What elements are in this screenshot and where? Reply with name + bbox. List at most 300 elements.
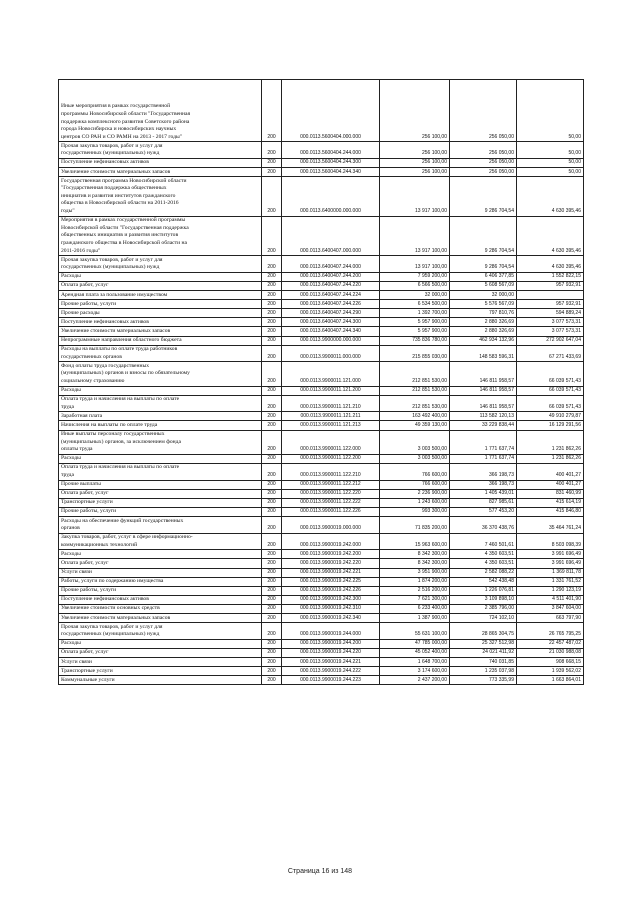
row-budget-code: 000.0113.9900011.122.220 [282,489,380,498]
row-remaining-amount: 4 630 395,46 [517,177,584,217]
row-remaining-amount: 50,00 [517,142,584,159]
row-name: Поступление нефинансовых активов [59,318,262,327]
row-executed-amount: 256 050,00 [450,168,517,177]
row-name: Услуги связи [59,568,262,577]
row-name: Начисления на выплаты по оплате труда [59,421,262,430]
table-row [59,586,584,595]
row-plan-amount: 993 300,00 [380,507,450,516]
row-executed-amount: 2 880 326,69 [450,318,517,327]
table-row [59,430,584,454]
row-executed-amount: 36 370 438,76 [450,517,517,534]
row-budget-code: 000.0113.9900011.122.000 [282,430,380,454]
row-remaining-amount: 1 939 562,02 [517,667,584,676]
row-admin-code: 200 [262,568,282,577]
row-admin-code: 200 [262,327,282,336]
row-plan-amount: 6 566 500,00 [380,281,450,290]
row-name: Государственная программа Новосибирской области "Государственная поддержка общественных инициатив и развития институтов гражданского общества в Новосибирской области на 2011-2016 годы" [59,177,262,217]
table-row [59,300,584,309]
row-plan-amount: 1 243 600,00 [380,498,450,507]
row-name: Арендная плата за пользование имуществом [59,291,262,300]
row-executed-amount: 113 582 120,13 [450,412,517,421]
row-executed-amount: 25 327 512,98 [450,639,517,648]
row-name: Увеличение стоимости материальных запасов [59,614,262,623]
row-remaining-amount: 3 991 696,49 [517,559,584,568]
row-budget-code: 000.0113.9900019.244.000 [282,623,380,640]
row-admin-code: 200 [262,177,282,217]
row-executed-amount: 9 286 704,54 [450,216,517,256]
row-executed-amount: 740 031,85 [450,658,517,667]
row-plan-amount: 13 917 100,00 [380,216,450,256]
row-name: Расходы на выплаты по оплате труда работников государственных органов [59,345,262,362]
row-remaining-amount: 663 797,90 [517,614,584,623]
table-row [59,309,584,318]
row-plan-amount: 735 836 780,00 [380,336,450,345]
table-row [59,658,584,667]
row-name: Транспортные услуги [59,667,262,676]
table-row [59,362,584,386]
row-remaining-amount: 4 630 395,46 [517,256,584,273]
table-row [59,559,584,568]
row-admin-code: 200 [262,272,282,281]
row-admin-code: 200 [262,430,282,454]
row-budget-code: 000.0113.6400407.244.224 [282,291,380,300]
row-remaining-amount: 272 902 647,04 [517,336,584,345]
row-remaining-amount: 831 460,99 [517,489,584,498]
row-name: Оплата труда и начисления на выплаты по оплате труда [59,463,262,480]
table-row [59,158,584,167]
row-name: Прочая закупка товаров, работ и услуг для государственных (муниципальных) нужд [59,623,262,640]
row-plan-amount: 55 631 100,00 [380,623,450,640]
row-plan-amount: 13 917 100,00 [380,177,450,217]
row-admin-code: 200 [262,362,282,386]
row-remaining-amount: 1 552 822,15 [517,272,584,281]
table-row [59,498,584,507]
row-executed-amount: 366 198,73 [450,463,517,480]
row-plan-amount: 8 342 300,00 [380,550,450,559]
row-budget-code: 000.0113.6400407.244.000 [282,256,380,273]
row-remaining-amount: 3 077 573,31 [517,327,584,336]
row-budget-code: 000.0113.6400000.000.000 [282,177,380,217]
row-plan-amount: 2 236 900,00 [380,489,450,498]
row-budget-code: 000.0113.5600404.244.300 [282,158,380,167]
row-budget-code: 000.0113.9900019.244.200 [282,639,380,648]
row-remaining-amount: 4 630 395,46 [517,216,584,256]
row-remaining-amount: 415 846,80 [517,507,584,516]
row-budget-code: 000.0113.9900019.244.220 [282,648,380,657]
row-admin-code: 200 [262,309,282,318]
row-remaining-amount: 3 077 573,31 [517,318,584,327]
row-executed-amount: 724 102,10 [450,614,517,623]
row-name: Заработная плата [59,412,262,421]
row-executed-amount: 7 460 501,61 [450,533,517,550]
row-budget-code: 000.0113.9900011.122.212 [282,480,380,489]
row-executed-amount: 146 811 958,57 [450,386,517,395]
table-row [59,345,584,362]
row-budget-code: 000.0113.9900019.242.000 [282,533,380,550]
table-row [59,639,584,648]
row-executed-amount: 542 438,48 [450,577,517,586]
row-remaining-amount: 400 401,27 [517,480,584,489]
row-budget-code: 000.0113.6400407.244.300 [282,318,380,327]
table-row [59,412,584,421]
row-executed-amount: 24 021 411,92 [450,648,517,657]
row-plan-amount: 5 957 900,00 [380,318,450,327]
row-remaining-amount: 1 231 862,26 [517,454,584,463]
row-remaining-amount: 1 231 862,26 [517,430,584,454]
row-plan-amount: 2 437 200,00 [380,676,450,685]
row-admin-code: 200 [262,318,282,327]
row-budget-code: 000.0113.9900019.242.200 [282,550,380,559]
table-row [59,623,584,640]
table-row [59,281,584,290]
row-executed-amount: 146 811 958,57 [450,395,517,412]
row-admin-code: 200 [262,639,282,648]
row-plan-amount: 256 100,00 [380,168,450,177]
table-row [59,676,584,685]
row-name: Расходы на обеспечение функций государственных органов [59,517,262,534]
table-row [59,272,584,281]
table-row [59,463,584,480]
table-row [59,533,584,550]
row-name: Иные мероприятия в рамках государственной программы Новосибирской области "Государственная поддержка комплексного развития Советского района города Новосибирска и новосибирских научных центров СО РАН и СО РАМН на 2013 - 2017 годы" [59,80,262,142]
row-budget-code: 000.0113.6400407.244.290 [282,309,380,318]
row-name: Оплата работ, услуг [59,281,262,290]
row-remaining-amount [517,291,584,300]
row-plan-amount: 212 851 530,00 [380,362,450,386]
row-admin-code: 200 [262,216,282,256]
row-name: Оплата труда и начисления на выплаты по оплате труда [59,395,262,412]
row-plan-amount: 3 951 900,00 [380,568,450,577]
row-name: Оплата работ, услуг [59,559,262,568]
row-plan-amount: 212 851 530,00 [380,386,450,395]
row-admin-code: 200 [262,648,282,657]
row-remaining-amount: 957 932,91 [517,281,584,290]
row-remaining-amount: 400 401,27 [517,463,584,480]
row-admin-code: 200 [262,336,282,345]
row-plan-amount: 6 534 500,00 [380,300,450,309]
row-name: Транспортные услуги [59,498,262,507]
row-name: Расходы [59,639,262,648]
row-admin-code: 200 [262,595,282,604]
row-admin-code: 200 [262,80,282,142]
row-plan-amount: 3 003 500,00 [380,454,450,463]
row-budget-code: 000.0113.5600404.244.000 [282,142,380,159]
row-plan-amount: 47 785 000,00 [380,639,450,648]
row-admin-code: 200 [262,614,282,623]
row-remaining-amount: 415 614,19 [517,498,584,507]
row-remaining-amount: 21 030 988,08 [517,648,584,657]
row-admin-code: 200 [262,256,282,273]
row-remaining-amount: 594 889,24 [517,309,584,318]
row-remaining-amount: 50,00 [517,80,584,142]
row-executed-amount: 1 771 637,74 [450,454,517,463]
row-executed-amount: 32 000,00 [450,291,517,300]
row-plan-amount: 3 174 600,00 [380,667,450,676]
table-row [59,216,584,256]
row-name: Фонд оплаты труда государственных (муниципальных) органов и взносы по обязательному социальному страхованию [59,362,262,386]
row-executed-amount: 5 576 567,09 [450,300,517,309]
row-budget-code: 000.0113.9900019.242.300 [282,595,380,604]
row-budget-code: 000.0113.9900019.242.340 [282,614,380,623]
row-remaining-amount: 1 369 811,78 [517,568,584,577]
row-plan-amount: 5 957 900,00 [380,327,450,336]
row-admin-code: 200 [262,480,282,489]
row-admin-code: 200 [262,667,282,676]
row-admin-code: 200 [262,577,282,586]
row-plan-amount: 15 963 600,00 [380,533,450,550]
row-remaining-amount: 3 847 604,00 [517,604,584,613]
row-remaining-amount: 16 129 291,56 [517,421,584,430]
table-row [59,568,584,577]
table-row [59,256,584,273]
row-plan-amount: 1 874 200,00 [380,577,450,586]
row-executed-amount: 28 865 304,75 [450,623,517,640]
row-budget-code: 000.0113.6400407.244.220 [282,281,380,290]
row-plan-amount: 71 835 200,00 [380,517,450,534]
row-remaining-amount: 26 765 795,25 [517,623,584,640]
table-row [59,177,584,217]
row-name: Коммунальные услуги [59,676,262,685]
table-row [59,480,584,489]
row-plan-amount: 256 100,00 [380,142,450,159]
row-admin-code: 200 [262,676,282,685]
row-budget-code: 000.0113.5600404.244.340 [282,168,380,177]
row-budget-code: 000.0113.9900019.242.220 [282,559,380,568]
row-admin-code: 200 [262,142,282,159]
row-plan-amount: 766 600,00 [380,480,450,489]
budget-table [58,79,584,685]
row-executed-amount: 9 286 704,54 [450,256,517,273]
row-executed-amount: 1 405 439,01 [450,489,517,498]
row-admin-code: 200 [262,658,282,667]
table-row [59,507,584,516]
row-name: Прочие работы, услуги [59,507,262,516]
row-name: Оплата работ, услуг [59,489,262,498]
table-row [59,577,584,586]
row-executed-amount: 2 582 088,22 [450,568,517,577]
row-remaining-amount: 3 991 696,49 [517,550,584,559]
row-plan-amount: 13 917 100,00 [380,256,450,273]
row-remaining-amount: 67 271 433,69 [517,345,584,362]
table-row [59,517,584,534]
row-plan-amount: 49 359 130,00 [380,421,450,430]
row-admin-code: 200 [262,421,282,430]
table-row [59,386,584,395]
row-admin-code: 200 [262,586,282,595]
row-remaining-amount: 1 331 761,52 [517,577,584,586]
row-name: Увеличение стоимости основных средств [59,604,262,613]
row-executed-amount: 462 934 132,96 [450,336,517,345]
row-budget-code: 000.0113.9900011.121.211 [282,412,380,421]
row-budget-code: 000.0113.6400407.000.000 [282,216,380,256]
row-plan-amount: 3 003 500,00 [380,430,450,454]
row-plan-amount: 1 387 900,00 [380,614,450,623]
row-remaining-amount: 1 663 864,01 [517,676,584,685]
row-executed-amount: 577 453,20 [450,507,517,516]
row-remaining-amount: 1 290 123,19 [517,586,584,595]
row-admin-code: 200 [262,604,282,613]
row-admin-code: 200 [262,281,282,290]
row-executed-amount: 3 109 898,10 [450,595,517,604]
row-executed-amount: 256 050,00 [450,158,517,167]
row-executed-amount: 797 810,76 [450,309,517,318]
row-executed-amount: 1 226 076,81 [450,586,517,595]
row-admin-code: 200 [262,517,282,534]
row-budget-code: 000.0113.9900011.000.000 [282,345,380,362]
row-budget-code: 000.0113.9900011.121.200 [282,386,380,395]
row-executed-amount: 1 235 037,98 [450,667,517,676]
row-budget-code: 000.0113.9900011.122.200 [282,454,380,463]
table-row [59,667,584,676]
row-executed-amount: 256 050,00 [450,142,517,159]
row-admin-code: 200 [262,395,282,412]
row-name: Услуги связи [59,658,262,667]
row-budget-code: 000.0113.6400407.244.340 [282,327,380,336]
row-executed-amount: 6 406 377,85 [450,272,517,281]
row-plan-amount: 45 052 400,00 [380,648,450,657]
row-executed-amount: 4 350 603,51 [450,559,517,568]
row-plan-amount: 2 516 200,00 [380,586,450,595]
row-admin-code: 200 [262,454,282,463]
row-executed-amount: 773 335,99 [450,676,517,685]
row-remaining-amount: 22 457 487,02 [517,639,584,648]
row-name: Прочая закупка товаров, работ и услуг для государственных (муниципальных) нужд [59,256,262,273]
row-name: Расходы [59,550,262,559]
table-row [59,595,584,604]
row-admin-code: 200 [262,168,282,177]
row-budget-code: 000.0113.9900011.121.213 [282,421,380,430]
row-admin-code: 200 [262,291,282,300]
row-remaining-amount: 8 503 098,39 [517,533,584,550]
budget-table-body [59,80,584,685]
row-plan-amount: 1 392 700,00 [380,309,450,318]
row-name: Расходы [59,386,262,395]
row-executed-amount: 146 811 958,57 [450,362,517,386]
table-row [59,80,584,142]
row-admin-code: 200 [262,158,282,167]
page-footer: Страница 16 из 148 [287,868,353,875]
table-row [59,142,584,159]
row-name: Прочие расходы [59,309,262,318]
table-row [59,395,584,412]
table-row [59,604,584,613]
row-budget-code: 000.0113.9900019.242.225 [282,577,380,586]
row-remaining-amount: 35 464 761,24 [517,517,584,534]
row-executed-amount: 4 350 603,51 [450,550,517,559]
row-admin-code: 200 [262,345,282,362]
row-budget-code: 000.0113.9900019.242.221 [282,568,380,577]
row-executed-amount: 2 880 326,69 [450,327,517,336]
row-executed-amount: 256 050,00 [450,80,517,142]
row-name: Мероприятия в рамках государственной программы Новосибирской области "Государственная поддержка общественных инициатив и развития институтов гражданского общества в Новосибирской области на 2011-2016 годы" [59,216,262,256]
row-name: Работы, услуги по содержанию имущества [59,577,262,586]
table-row [59,614,584,623]
row-name: Расходы [59,272,262,281]
table-row [59,489,584,498]
row-budget-code: 000.0113.9900011.121.210 [282,395,380,412]
row-budget-code: 000.0113.9900019.244.223 [282,676,380,685]
row-name: Расходы [59,454,262,463]
row-remaining-amount: 50,00 [517,158,584,167]
table-row [59,327,584,336]
row-remaining-amount: 49 910 279,87 [517,412,584,421]
row-plan-amount: 215 855 030,00 [380,345,450,362]
row-remaining-amount: 908 668,15 [517,658,584,667]
row-plan-amount: 6 233 400,00 [380,604,450,613]
row-budget-code: 000.0113.5600404.000.000 [282,80,380,142]
row-name: Прочие работы, услуги [59,300,262,309]
row-executed-amount: 2 385 796,00 [450,604,517,613]
row-plan-amount: 32 000,00 [380,291,450,300]
row-budget-code: 000.0113.6400407.244.200 [282,272,380,281]
row-budget-code: 000.0113.9900000.000.000 [282,336,380,345]
table-row [59,421,584,430]
row-remaining-amount: 66 039 571,43 [517,395,584,412]
row-name: Иные выплаты персоналу государственных (муниципальных) органов, за исключением фонда оплаты труда [59,430,262,454]
row-admin-code: 200 [262,300,282,309]
row-name: Увеличение стоимости материальных запасов [59,327,262,336]
row-executed-amount: 827 985,61 [450,498,517,507]
row-remaining-amount: 4 511 401,90 [517,595,584,604]
row-admin-code: 200 [262,533,282,550]
row-admin-code: 200 [262,498,282,507]
row-remaining-amount: 50,00 [517,168,584,177]
row-name: Поступление нефинансовых активов [59,158,262,167]
row-budget-code: 000.0113.6400407.244.226 [282,300,380,309]
row-name: Непрограммные направления областного бюджета [59,336,262,345]
row-name: Прочие работы, услуги [59,586,262,595]
row-executed-amount: 1 771 637,74 [450,430,517,454]
row-budget-code: 000.0113.9900019.000.000 [282,517,380,534]
row-budget-code: 000.0113.9900019.242.226 [282,586,380,595]
row-executed-amount: 148 583 596,31 [450,345,517,362]
row-name: Прочие выплаты [59,480,262,489]
row-admin-code: 200 [262,550,282,559]
row-plan-amount: 7 621 300,00 [380,595,450,604]
row-plan-amount: 163 492 400,00 [380,412,450,421]
row-budget-code: 000.0113.9900019.244.222 [282,667,380,676]
row-plan-amount: 1 648 700,00 [380,658,450,667]
row-admin-code: 200 [262,623,282,640]
table-row [59,291,584,300]
row-remaining-amount: 66 039 571,43 [517,386,584,395]
row-budget-code: 000.0113.9900011.122.222 [282,498,380,507]
row-plan-amount: 256 100,00 [380,158,450,167]
row-admin-code: 200 [262,489,282,498]
row-remaining-amount: 66 039 571,43 [517,362,584,386]
table-row [59,318,584,327]
row-admin-code: 200 [262,507,282,516]
row-name: Закупка товаров, работ, услуг в сфере информационно- коммуникационных технологий [59,533,262,550]
row-remaining-amount: 957 932,91 [517,300,584,309]
row-executed-amount: 5 608 567,09 [450,281,517,290]
table-row [59,648,584,657]
row-executed-amount: 366 198,73 [450,480,517,489]
row-plan-amount: 212 851 530,00 [380,395,450,412]
row-executed-amount: 9 286 704,54 [450,177,517,217]
row-plan-amount: 7 959 200,00 [380,272,450,281]
row-budget-code: 000.0113.9900011.122.226 [282,507,380,516]
row-name: Прочая закупка товаров, работ и услуг для государственных (муниципальных) нужд [59,142,262,159]
row-plan-amount: 256 100,00 [380,80,450,142]
row-budget-code: 000.0113.9900019.242.310 [282,604,380,613]
row-name: Поступление нефинансовых активов [59,595,262,604]
row-budget-code: 000.0113.9900011.121.000 [282,362,380,386]
row-plan-amount: 766 600,00 [380,463,450,480]
table-row [59,336,584,345]
row-executed-amount: 33 229 838,44 [450,421,517,430]
row-budget-code: 000.0113.9900019.244.221 [282,658,380,667]
